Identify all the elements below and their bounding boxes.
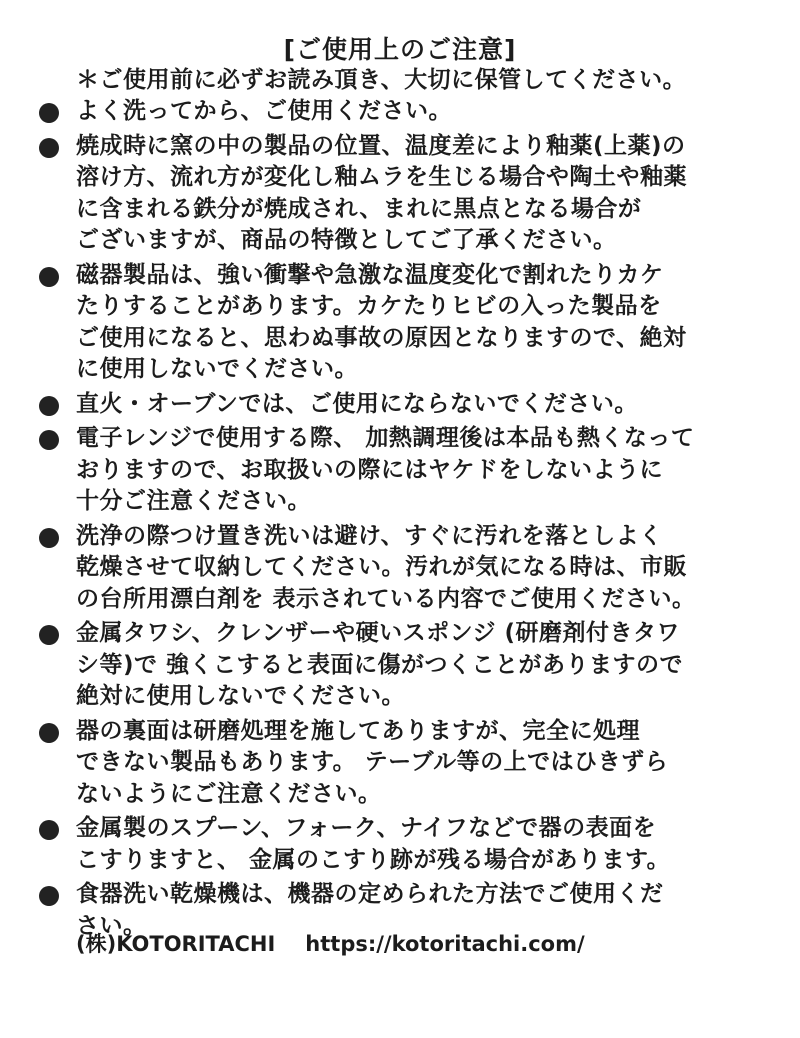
caution-line: さい。	[76, 912, 147, 939]
caution-line: 食器洗い乾燥機は、機器の定められた方法でご使用くだ	[76, 881, 664, 907]
caution-item	[0, 521, 800, 616]
caution-line: 溶け方、流れ方が変化し釉ムラを生じる場合や陶土や釉薬	[76, 164, 687, 190]
caution-line: 洗浄の際つけ置き洗いは避け、すぐに汚れを落としよく	[76, 522, 663, 549]
caution-line: 金属製のスプーン、フォーク、ナイフなどで器の表面を	[76, 815, 657, 841]
caution-line: 絶対に使用しないでください。	[76, 683, 405, 709]
caution-line: 電子レンジで使用する際、 加熱調理後は本品も熱くなって	[76, 425, 695, 451]
page-title: [ご使用上のご注意]	[283, 35, 517, 64]
bullet-dot-icon	[39, 138, 59, 158]
bullet-dot-icon	[39, 625, 59, 645]
caution-line: の台所用漂白剤を 表示されている内容でご使用ください。	[76, 585, 696, 612]
footer	[76, 928, 585, 960]
caution-line: 金属タワシ、クレンザーや硬いスポンジ (研磨剤付きタワ	[76, 620, 681, 646]
company-name: (株)KOTORITACHI	[76, 932, 276, 956]
caution-line: 直火・オーブンでは、ご使用にならないでください。	[76, 390, 638, 417]
bullet-dot-icon	[39, 396, 59, 416]
caution-item	[0, 716, 800, 811]
caution-line: ないようにご注意ください。	[76, 780, 382, 807]
caution-item	[0, 813, 800, 876]
caution-item	[0, 389, 800, 421]
caution-item	[0, 131, 800, 257]
caution-item	[0, 96, 800, 128]
caution-line: できない製品もあります。 テーブル等の上ではひきずら	[76, 749, 669, 775]
caution-line: に使用しないでください。	[76, 356, 358, 382]
caution-line: ご使用になると、思わぬ事故の原因となりますので、絶対	[76, 324, 687, 351]
caution-line: たりすることがあります。カケたりヒビの入った製品を	[76, 293, 662, 319]
caution-line: シ等)で 強くこすると表面に傷がつくことがありますので	[76, 651, 684, 678]
caution-line: 磁器製品は、強い衝撃や急激な温度変化で割れたりカケ	[76, 261, 664, 288]
bullet-dot-icon	[39, 103, 59, 123]
caution-line: 器の裏面は研磨処理を施してありますが、完全に処理	[76, 717, 640, 744]
bullet-dot-icon	[39, 267, 59, 287]
caution-line: 乾燥させて収納してください。汚れが気になる時は、市販	[76, 554, 687, 580]
bullet-dot-icon	[39, 528, 59, 548]
caution-line: おりますので、お取扱いの際にはヤケドをしないように	[76, 456, 664, 483]
caution-line: こすりますと、 金属のこすり跡が残る場合があります。	[76, 846, 671, 873]
bullet-dot-icon	[39, 723, 59, 743]
bullet-dot-icon	[39, 820, 59, 840]
caution-line: よく洗ってから、ご使用ください。	[76, 98, 452, 124]
caution-line: 十分ご注意ください。	[76, 488, 311, 514]
caution-item	[0, 260, 800, 386]
caution-line: に含まれる鉄分が焼成され、まれに黒点となる場合が	[76, 195, 642, 222]
bullet-dot-icon	[39, 430, 59, 450]
caution-list	[0, 96, 800, 945]
website-url: https://kotoritachi.com/	[305, 932, 585, 956]
bullet-dot-icon	[39, 886, 59, 906]
caution-item	[0, 618, 800, 713]
caution-line: ございますが、商品の特徴としてご了承ください。	[76, 227, 617, 253]
caution-item	[0, 423, 800, 518]
caution-line: 焼成時に窯の中の製品の位置、温度差により釉薬(上薬)の	[76, 132, 686, 159]
intro-note: ＊ご使用前に必ずお読み頂き、大切に保管してください。	[76, 67, 687, 93]
